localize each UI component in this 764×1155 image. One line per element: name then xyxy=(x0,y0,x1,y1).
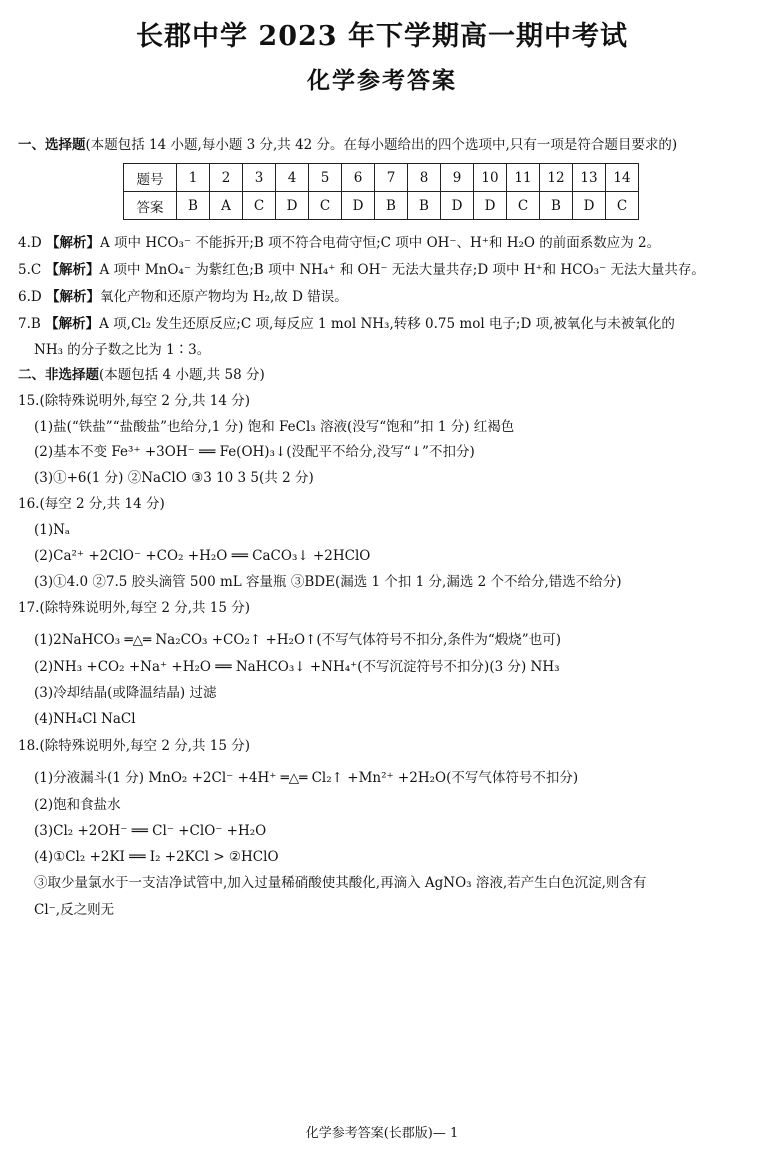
table-row-label: 答案 xyxy=(124,192,177,220)
table-cell: D xyxy=(474,192,507,220)
q15-line-3: (3)①+6(1 分) ②NaClO ③3 10 3 5(共 2 分) xyxy=(34,470,314,486)
section1-heading: 一、选择题 xyxy=(18,137,86,153)
question-number: 6.D xyxy=(18,289,42,305)
q16-line-3: (3)①4.0 ②7.5 胶头滴管 500 mL 容量瓶 ③BDE(漏选 1 个扣 1 分,漏选 2 个不给分,错选不给分) xyxy=(34,574,622,590)
q16-line-2: (2)Ca²⁺ +2ClO⁻ +CO₂ +H₂O ══ CaCO₃↓ +2HClO xyxy=(34,548,371,564)
page-subtitle: 化学参考答案 xyxy=(307,68,457,94)
q17-line-3: (3)冷却结晶(或降温结晶) 过滤 xyxy=(34,685,217,701)
q16-line-1: (1)Nₐ xyxy=(34,522,71,538)
section2-heading-line xyxy=(18,366,752,384)
q17-line-2: (2)NH₃ +CO₂ +Na⁺ +H₂O ══ NaHCO₃↓ +NH₄⁺(不写沉淀符号不扣分)(3 分) NH₃ xyxy=(34,659,560,675)
table-cell: 2 xyxy=(210,164,243,192)
table-cell: 8 xyxy=(408,164,441,192)
explanation-6 xyxy=(18,288,752,306)
table-cell: 4 xyxy=(276,164,309,192)
table-cell: C xyxy=(309,192,342,220)
table-cell: 11 xyxy=(507,164,540,192)
answer-table-row-numbers xyxy=(124,164,639,192)
q18-header: 18.(除特殊说明外,每空 2 分,共 15 分) xyxy=(18,738,251,754)
answer-table-row-answers xyxy=(124,192,639,220)
explanation-tag: 【解析】 xyxy=(46,235,101,251)
table-cell: B xyxy=(375,192,408,220)
q15-line-2: (2)基本不变 Fe³⁺ +3OH⁻ ══ Fe(OH)₃↓(没配平不给分,没写“↓”不扣分) xyxy=(34,444,475,460)
table-cell: C xyxy=(507,192,540,220)
table-cell: B xyxy=(177,192,210,220)
explanation-4 xyxy=(18,234,752,252)
section2-note: (本题包括 4 小题,共 58 分) xyxy=(99,367,265,383)
table-cell: C xyxy=(606,192,639,220)
section2-heading: 二、非选择题 xyxy=(18,367,99,383)
table-cell: 14 xyxy=(606,164,639,192)
explanation-7 xyxy=(18,315,752,333)
q15-header: 15.(除特殊说明外,每空 2 分,共 14 分) xyxy=(18,393,251,409)
answer-table xyxy=(123,163,639,220)
table-row-label: 题号 xyxy=(124,164,177,192)
q17-line-4: (4)NH₄Cl NaCl xyxy=(34,711,136,727)
table-cell: 6 xyxy=(342,164,375,192)
question-number: 7.B xyxy=(18,316,41,332)
table-cell: 7 xyxy=(375,164,408,192)
table-cell: 3 xyxy=(243,164,276,192)
q16-header: 16.(每空 2 分,共 14 分) xyxy=(18,496,165,512)
table-cell: B xyxy=(540,192,573,220)
section1-heading-line xyxy=(18,136,752,154)
explanation-text: A 项,Cl₂ 发生还原反应;C 项,每反应 1 mol NH₃,转移 0.75 mol 电子;D 项,被氧化与未被氧化的 xyxy=(99,316,675,332)
table-cell: D xyxy=(441,192,474,220)
q15-line-1: (1)盐(“铁盐”“盐酸盐”也给分,1 分) 饱和 FeCl₃ 溶液(没写“饱和”扣 1 分) 红褐色 xyxy=(34,419,515,435)
explanation-text: 氧化产物和还原产物均为 H₂,故 D 错误。 xyxy=(100,289,348,305)
question-number: 4.D xyxy=(18,235,42,251)
q17-line-1: (1)2NaHCO₃ ═△═ Na₂CO₃ +CO₂↑ +H₂O↑(不写气体符号不扣分,条件为“煅烧”也可) xyxy=(34,632,561,648)
question-number: 5.C xyxy=(18,262,42,278)
table-cell: A xyxy=(210,192,243,220)
table-cell: 13 xyxy=(573,164,606,192)
page-footer: 化学参考答案(长郡版)— 1 xyxy=(305,1126,459,1141)
explanation-text: A 项中 MnO₄⁻ 为紫红色;B 项中 NH₄⁺ 和 OH⁻ 无法大量共存;D 项中 H⁺和 HCO₃⁻ 无法大量共存。 xyxy=(99,262,705,278)
q18-line-3: (3)Cl₂ +2OH⁻ ══ Cl⁻ +ClO⁻ +H₂O xyxy=(34,823,267,839)
table-cell: 10 xyxy=(474,164,507,192)
explanation-tag: 【解析】 xyxy=(45,316,100,332)
q17-header: 17.(除特殊说明外,每空 2 分,共 15 分) xyxy=(18,600,251,616)
explanation-text: A 项中 HCO₃⁻ 不能拆开;B 项不符合电荷守恒;C 项中 OH⁻、H⁺和 H₂O 的前面系数应为 2。 xyxy=(100,235,661,251)
q18-line-2: (2)饱和食盐水 xyxy=(34,797,121,813)
explanation-tag: 【解析】 xyxy=(46,289,101,305)
explanation-7-continued: NH₃ 的分子数之比为 1∶3。 xyxy=(34,342,211,358)
section1-note: (本题包括 14 小题,每小题 3 分,共 42 分。在每小题给出的四个选项中,只有一项是符合题目要求的) xyxy=(85,137,678,153)
table-cell: D xyxy=(276,192,309,220)
table-cell: B xyxy=(408,192,441,220)
page-title: 长郡中学 2023 年下学期高一期中考试 xyxy=(136,21,628,52)
explanation-5 xyxy=(18,261,752,279)
table-cell: D xyxy=(573,192,606,220)
q18-line-4: (4)①Cl₂ +2KI ══ I₂ +2KCl > ②HClO xyxy=(34,849,279,865)
table-cell: D xyxy=(342,192,375,220)
table-cell: 5 xyxy=(309,164,342,192)
table-cell: 1 xyxy=(177,164,210,192)
explanation-tag: 【解析】 xyxy=(45,262,100,278)
q18-line-1: (1)分液漏斗(1 分) MnO₂ +2Cl⁻ +4H⁺ ═△═ Cl₂↑ +Mn²⁺ +2H₂O(不写气体符号不扣分) xyxy=(34,770,579,786)
table-cell: 12 xyxy=(540,164,573,192)
table-cell: C xyxy=(243,192,276,220)
q18-line-5: ③取少量氯水于一支洁净试管中,加入过量稀硝酸使其酸化,再滴入 AgNO₃ 溶液,若产生白色沉淀,则含有 xyxy=(34,875,647,891)
q18-line-6: Cl⁻,反之则无 xyxy=(34,902,115,918)
table-cell: 9 xyxy=(441,164,474,192)
